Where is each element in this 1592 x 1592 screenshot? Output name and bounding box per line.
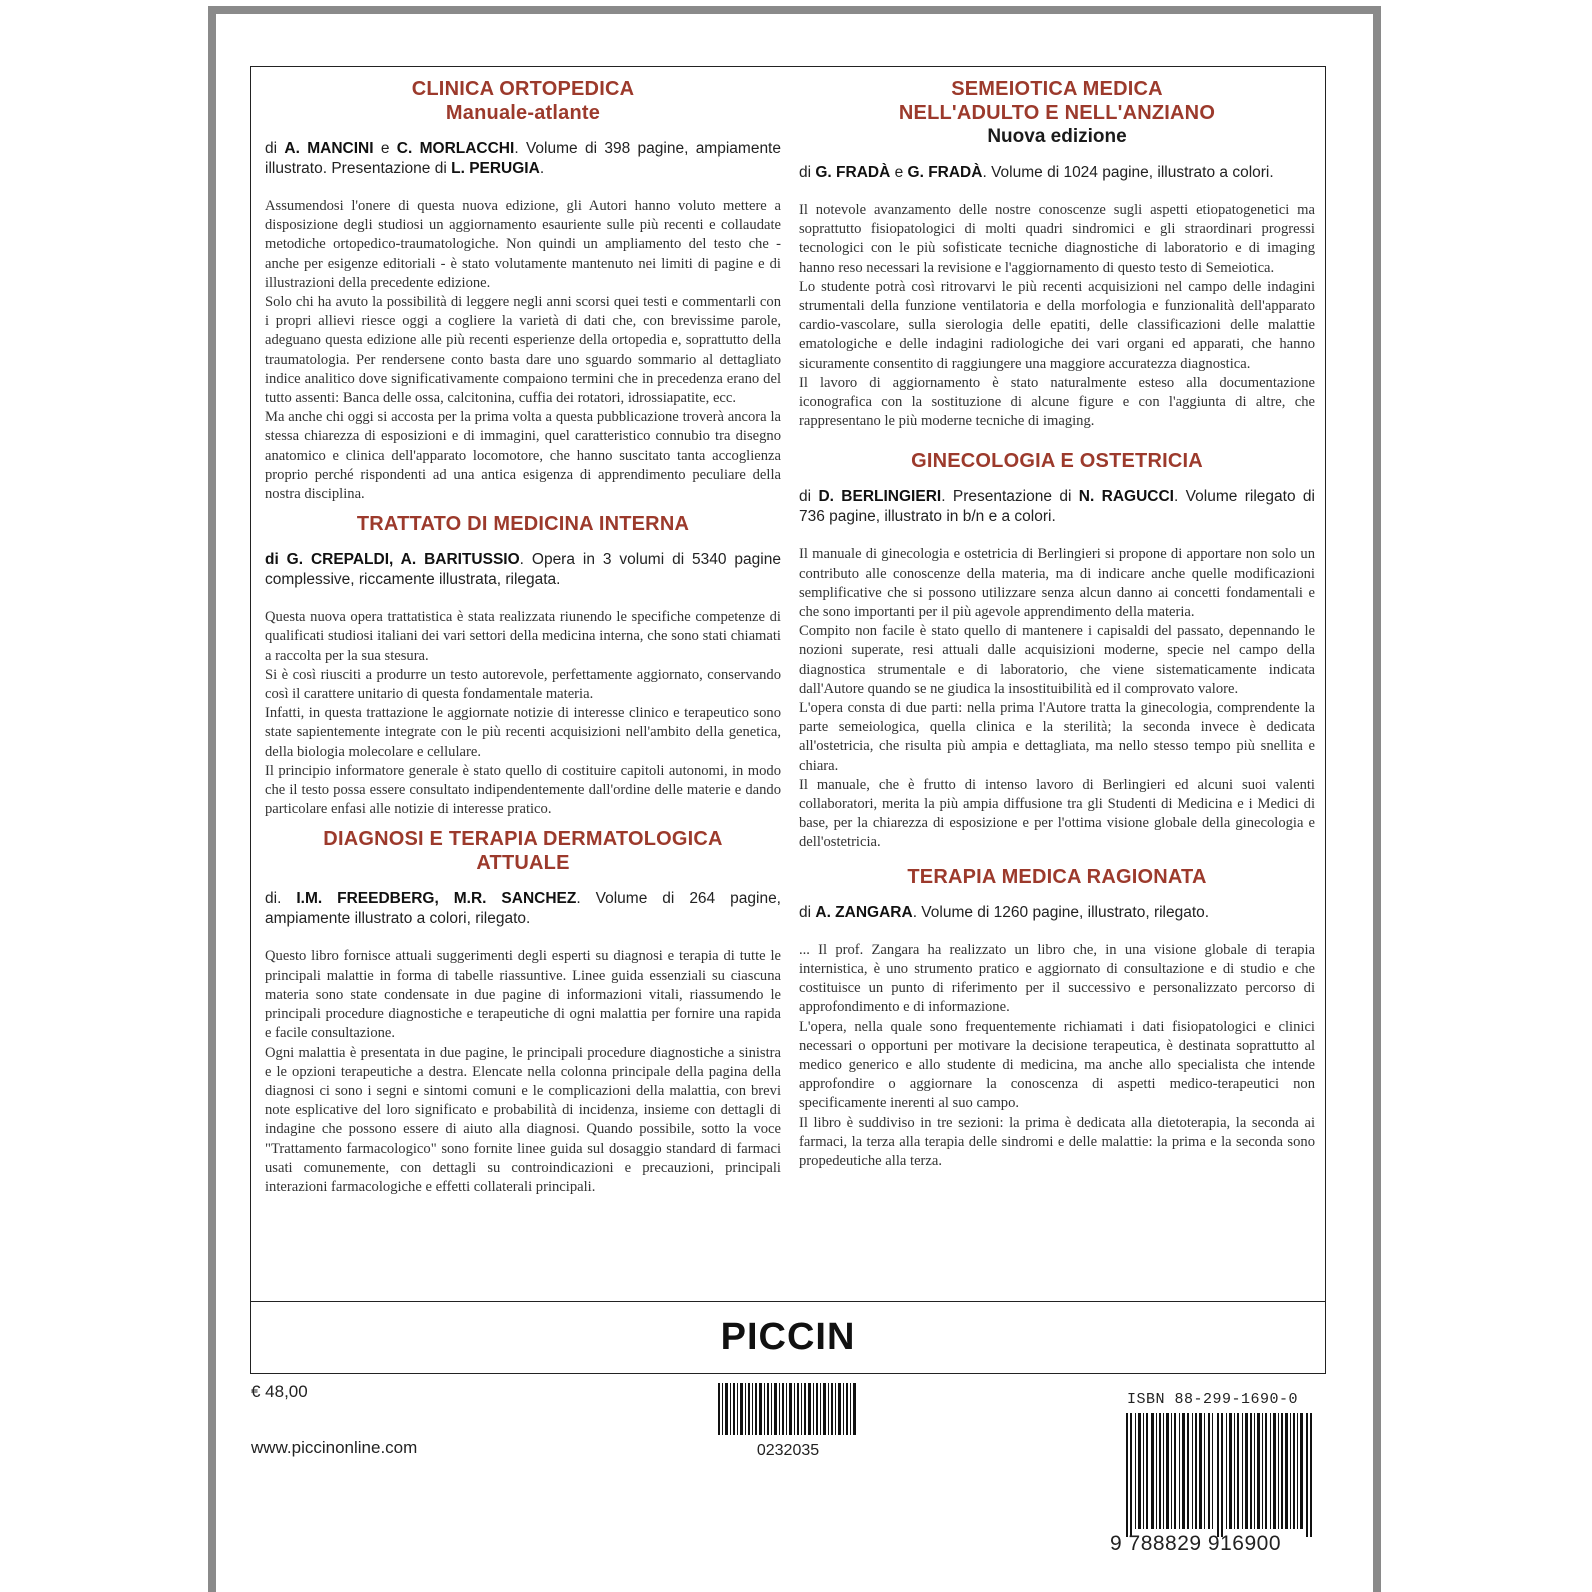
paragraph: Il lavoro di aggiornamento è stato naturalmente esteso alla documentazione iconografica con la sostituzione di alcune figure e con l'aggiunta di altre, che rappresentano le più moderne tecniche di imaging. [799,374,1315,430]
paragraph: ... Il prof. Zangara ha realizzato un libro che, in una visione globale di terapia internistica, è uno strumento pratico e aggiornato di consultazione e di studio e che costituisce un punto di riferimento per il successivo e personalizzato percorso di approfondimento e di informazione. [799,941,1315,1016]
paragraph: Il libro è suddiviso in tre sezioni: la prima è dedicata alla dietoterapia, la seconda ai farmaci, la terza alla terapia delle sindromi e delle malattie: la prima e la seconda sono propedeutiche alla terza. [799,1114,1315,1169]
author-line: di G. FRADÀ e G. FRADÀ. Volume di 1024 pagine, illustrato a colori. [799,164,1274,181]
section-body [265,197,781,504]
section-title: DIAGNOSI E TERAPIA DERMATOLOGICA ATTUALE [323,828,723,875]
section-trattato-medicina-interna [265,512,781,819]
paragraph: Compito non facile è stato quello di mantenere i capisaldi del passato, depennando le nozioni superate, resi attuali dalle acquisizioni moderne, specie nel campo della diagnostica strumentale e di laboratorio, che viene sistematicamente indicata dall'Autore quando se ne giudica la insostituibilità ed il comprovato valore. [799,623,1315,697]
section-body [799,941,1315,1171]
section-ginecologia-ostetricia [799,449,1315,852]
author-line: di A. MANCINI e C. MORLACCHI. Volume di 398 pagine, ampiamente illustrato. Presentazione di L. PERUGIA. [265,140,781,177]
paragraph: L'opera consta di due parti: nella prima l'Autore tratta la ginecologia, comprendente la parte semeiologica, quella clinica e la sterilità; la seconda invece è dedicata all'ostetricia, che risulta più ampia e dettagliata, ma nello stesso tempo più snellita e chiara. [799,700,1315,774]
section-body [799,201,1315,431]
paragraph: Infatti, in questa trattazione le aggiornate notizie di interesse clinico e terapeutico sono state sapientemente integrate con le più recenti acquisizioni nell'ambito della genetica, della biologia molecolare e cellulare. [265,705,781,760]
paragraph: Ma anche chi oggi si accosta per la prima volta a questa pubblicazione troverà ancora la stessa chiarezza di esposizioni e di immagini, quel caratteristico connubio tra disegno anatomico e clinica dell'apparato locomotore, che hanno suscitato tanta accoglienza proprio perché rispondenti ad una antica esigenza di apprendimento peculiare della nostra disciplina. [265,409,781,503]
section-semeiotica-medica [799,77,1315,431]
divider [251,1301,1325,1302]
barcode-small-number: 0232035 [756,1442,820,1459]
section-subtitle: Manuale-atlante [445,102,601,124]
isbn-barcode-number: 9 788829 916900 [1110,1532,1281,1555]
paragraph: Lo studente potrà così ritrovarvi le più recenti acquisizioni nel campo delle indagini strumentali della funzione ventilatoria e della morfologia e funzionalità dell'apparato cardio-vascolare, sulla sierologia delle epatiti, delle classificazioni delle malattie ematologiche e delle indagini radiologiche dei vari organi ed apparati, che hanno sicuramente consentito di raggiungere una maggiore accuratezza diagnostica. [799,278,1315,372]
paragraph: Questo libro fornisce attuali suggerimenti degli esperti su diagnosi e terapia di tutte le principali malattie in forma di tabelle riassuntive. Linee guida essenziali su ciascuna materia sono state condensate in due pagine di informazioni vitali, riassumendo le principali procedure diagnostiche e terapeutiche di ogni malattia per fornire una rapida e facile consultazione. [265,948,781,1042]
paragraph: Il manuale di ginecologia e ostetricia di Berlingieri si propone di apportare non solo un contributo alle conoscenze della materia, ma di indicare anche quelle modificazioni semplificative che si possono utilizzare senza alcun danno ai concetti fondamentali e che sono importanti per il più agevole apprendimento della materia. [799,546,1315,621]
author-line: di G. CREPALDI, A. BARITUSSIO. Opera in 3 volumi di 5340 pagine complessive, riccamente illustrata, rilegata. [265,551,781,589]
paragraph: Ogni malattia è presentata in due pagine, le principali procedure diagnostiche a sinistra e le opzioni terapeutiche a destra. Elencate nella colonna principale della pagina della diagnosi ci sono i segni e sintomi comuni e le complicazioni della malattia, con brevi note esplicative del loro significato e probabilità di incidenza, insieme con dettagli di indagine che possono essere di aiuto alla diagnosi. Quando possibile, sotto la voce "Trattamento farmacologico" sono fornite linee guida sul dosaggio standard di farmaci usati comunemente, con dettagli su controindicazioni e precauzioni, principali interazioni farmacologiche e effetti collaterali principali. [265,1044,781,1195]
website-link[interactable]: www.piccinonline.com [251,1438,418,1457]
paragraph: L'opera, nella quale sono frequentemente richiamati i dati fisiopatologici e clinici necessari o opportuni per motivare la decisione terapeutica, è destinata soprattutto al medico generico e allo studente di medicina, ma anche allo specialista che intende approfondire o aggiornare la conoscenza di aspetti medico-terapeutici non specificamente inerenti al suo campo. [799,1018,1315,1112]
paragraph: Solo chi ha avuto la possibilità di leggere negli anni scorsi quei testi e commentarli con i propri allievi riesce oggi a cogliere la varietà di dati che, con brevissime parole, adeguano questa edizione alle più recenti esperienze della ortopedia e, soprattutto della traumatologia. Per rendersene conto basta dare uno sguardo sommario al dettagliato indice analitico dove significativamente compaiono termini che in precedenza erano del tutto assenti: Banca delle ossa, calcitonina, cuffia dei rotatori, idrossiapatite, ecc. [265,294,781,407]
paragraph: Si è così riusciti a produrre un testo autorevole, perfettamente aggiornato, conservando così il carattere unitario di questa fondamentale materia. [265,666,781,703]
author-line: di D. BERLINGIERI. Presentazione di N. RAGUCCI. Volume rilegato di 736 pagine, illustrato in b/n e a colori. [799,488,1315,526]
publisher-logo: PICCIN [720,1315,856,1358]
section-title: GINECOLOGIA E OSTETRICIA [911,450,1203,473]
section-subtitle: Nuova edizione [987,126,1127,147]
section-title: TRATTATO DI MEDICINA INTERNA [356,513,690,536]
barcode-small-icon [718,1383,858,1435]
author-line: di A. ZANGARA. Volume di 1260 pagine, illustrato, rilegato. [799,903,1210,921]
section-body [265,608,781,819]
left-column [265,77,781,1205]
right-column [799,77,1315,1179]
section-clinica-ortopedica [265,77,781,504]
isbn-barcode-icon [1126,1413,1316,1537]
price-label: € 48,00 [251,1382,308,1401]
section-title: NELL'ADULTO E NELL'ANZIANO [898,102,1216,124]
section-title: SEMEIOTICA MEDICA [951,78,1163,100]
catalog-box [250,66,1326,1374]
isbn-label: ISBN 88-299-1690-0 [1127,1391,1299,1408]
paragraph: Assumendosi l'onere di questa nuova edizione, gli Autori hanno voluto mettere a disposizione degli studiosi un aggiornamento esauriente sulle più recenti e collaudate metodiche ortopedico-traumatologiche. Non quindi un ampliamento del testo che - anche per esigenze editoriali - è stato volutamente mantenuto nei limiti di pagine e di illustrazioni della precedente edizione. [265,198,781,291]
author-line: di. I.M. FREEDBERG, M.R. SANCHEZ. Volume di 264 pagine, ampiamente illustrato a colori, rilegato. [265,890,781,928]
section-body [799,545,1315,852]
section-body [265,947,781,1197]
paragraph: Il principio informatore generale è stato quello di costituire capitoli autonomi, in modo che il testo possa essere consultato indipendentemente dall'ordine delle materie e dando particolare enfasi alle notizie di interesse pratico. [265,762,781,818]
section-terapia-medica-ragionata [799,865,1315,1171]
section-title: TERAPIA MEDICA RAGIONATA [907,865,1207,888]
paragraph: Il manuale, che è frutto di intenso lavoro di Berlingieri ed alcuni suoi valenti collaboratori, merita la più ampia diffusione tra gli Studenti di Medicina e i Medici di base, per la chiarezza di esposizione e per l'ottima visione globale della ginecologia e dell'ostetricia. [799,776,1315,851]
paragraph: Il notevole avanzamento delle nostre conoscenze sugli aspetti etiopatogenetici ma soprattutto fisiopatologici di molti quadri sindromici e gli straordinari progressi tecnologici con le più sofisticate tecniche diagnostiche di laboratorio e di imaging hanno reso necessari la revisione e l'aggiornamento di questo testo di Semeiotica. [799,202,1315,276]
paragraph: Questa nuova opera trattatistica è stata realizzata riunendo le specifiche competenze di qualificati studiosi italiani dei vari settori della medicina interna, che sono stati chiamati a raccolta per la sua stesura. [265,609,781,664]
section-diagnosi-terapia-dermatologica [265,827,781,1197]
section-title: CLINICA ORTOPEDICA [411,78,635,100]
